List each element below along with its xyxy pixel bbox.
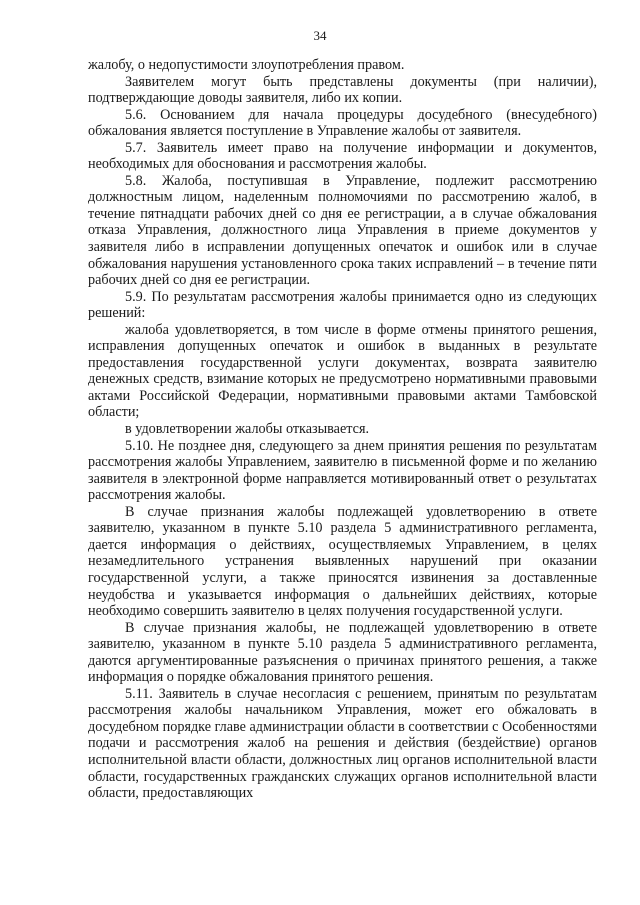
paragraph: жалоба удовлетворяется, в том числе в форме отмены принятого решения, исправления допущенных опечаток и ошибок в выданных в результате предоставления государственной услуги документах, возврата заявителю денежных средств, взимание которых не предусмотрено нормативными правовыми актами Российской Федерации, нормативными правовыми актами Тамбовской области; [88,321,597,421]
paragraph: Заявителем могут быть представлены документы (при наличии), подтверждающие доводы заявителя, либо их копии. [88,73,597,107]
paragraph: 5.11. Заявитель в случае несогласия с решением, принятым по результатам рассмотрения жалобы начальником Управления, может его обжаловать в досудебном порядке главе администрации области в соответствии с Особенностями подачи и рассмотрения жалоб на решения и действия (бездействие) органов исполнительной власти области, должностных лиц органов исполнительной власти области, государственных гражданских служащих органов исполнительной власти области, предоставляющих [88,685,597,802]
paragraph: жалобу, о недопустимости злоупотребления правом. [88,57,405,73]
page-number: 34 [313,28,327,43]
document-body [88,57,597,802]
paragraph: 5.6. Основанием для начала процедуры досудебного (внесудебного) обжалования является поступление в Управление жалобы от заявителя. [88,106,597,140]
paragraph: 5.7. Заявитель имеет право на получение информации и документов, необходимых для обоснования и рассмотрения жалобы. [88,139,597,173]
paragraph: 5.10. Не позднее дня, следующего за днем принятия решения по результатам рассмотрения жалобы Управлением, заявителю в письменной форме и по желанию заявителя в электронной форме направляется мотивированный ответ о результатах рассмотрения жалобы. [88,437,597,504]
paragraph: В случае признания жалобы, не подлежащей удовлетворению в ответе заявителю, указанном в пункте 5.10 раздела 5 административного регламента, даются аргументированные разъяснения о причинах принятого решения, а также информация о порядке обжалования принятого решения. [88,619,597,686]
paragraph: в удовлетворении жалобы отказывается. [125,421,370,438]
paragraph: 5.9. По результатам рассмотрения жалобы принимается одно из следующих решений: [88,288,597,322]
paragraph: 5.8. Жалоба, поступившая в Управление, подлежит рассмотрению должностным лицом, наделенным полномочиями по рассмотрению жалоб, в течение пятнадцати рабочих дней со дня ее регистрации, а в случае обжалования отказа Управления, должностного лица Управления в приеме документов у заявителя либо в исправлении допущенных опечаток и ошибок или в случае обжалования нарушения установленного срока таких исправлений – в течение пяти рабочих дней со дня ее регистрации. [88,172,597,289]
paragraph: В случае признания жалобы подлежащей удовлетворению в ответе заявителю, указанном в пункте 5.10 раздела 5 административного регламента, дается информация о действиях, осуществляемых Управлением, в целях незамедлительного устранения выявленных нарушений при оказании государственной услуги, а также приносятся извинения за доставленные неудобства и указывается информация о дальнейших действиях, которые необходимо совершить заявителю в целях получения государственной услуги. [88,503,597,620]
